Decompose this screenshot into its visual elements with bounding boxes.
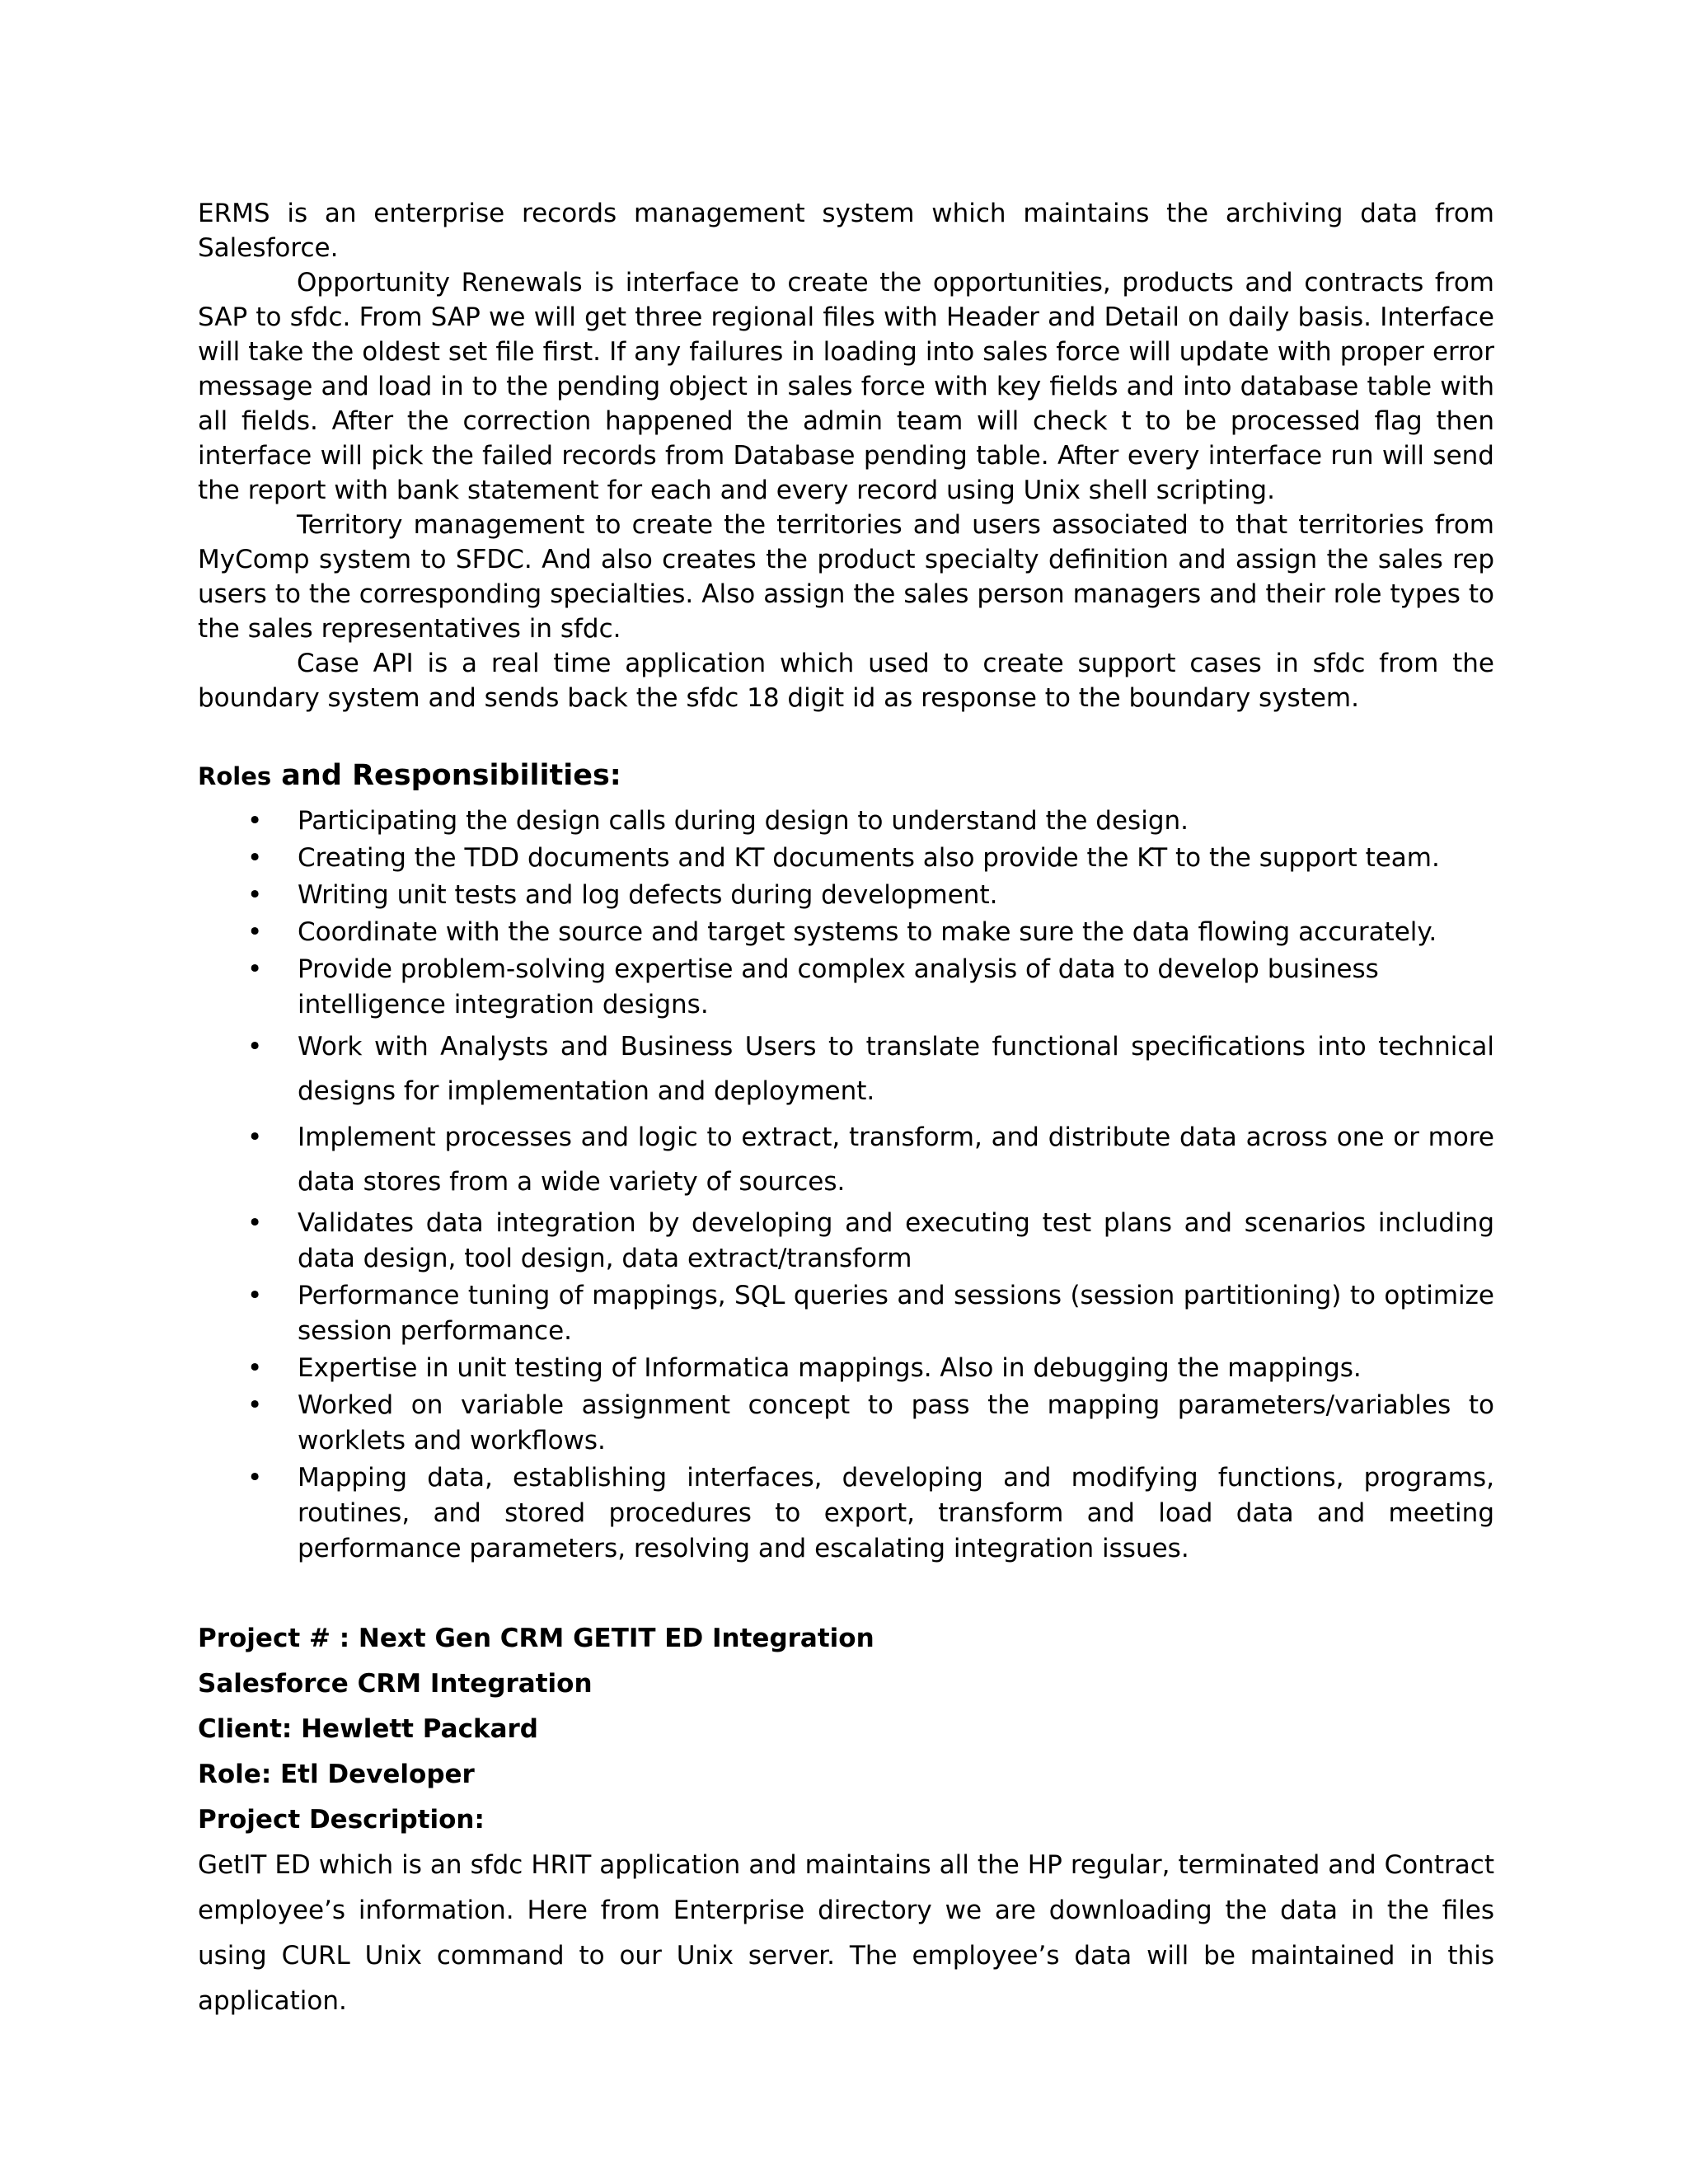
list-item <box>198 1351 1494 1386</box>
list-item <box>198 915 1494 950</box>
document-page <box>198 196 1494 2024</box>
list-item <box>198 841 1494 876</box>
list-item-text: Worked on variable assignment concept to pass the mapping parameters/variables to worklets and workflows. <box>298 1390 1494 1455</box>
list-item-text: Implement processes and logic to extract, transform, and distribute data across one or more data stores from a wide variety of sources. <box>298 1122 1494 1197</box>
bullet-icon: • <box>247 917 263 947</box>
project-description: GetIT ED which is an sfdc HRIT application and maintains all the HP regular, terminated and Contract employee’s information. Here from Enterprise directory we are downloading the data in the files using CURL Unix command to our Unix server. The employee’s data will be maintained in this application. <box>198 1850 1494 2016</box>
project-client: Client: Hewlett Packard <box>198 1714 538 1744</box>
bullet-icon: • <box>247 806 263 836</box>
project-block <box>198 1616 1494 2024</box>
list-item <box>198 1024 1494 1113</box>
responsibilities-list <box>198 804 1494 1567</box>
bullet-icon: • <box>247 1032 263 1062</box>
bullet-icon: • <box>247 1208 263 1238</box>
paragraph-case-api: Case API is a real time application which used to create support cases in sfdc from the boundary system and sends back the sfdc 18 digit id as response to the boundary system. <box>198 649 1494 713</box>
list-item-text: Creating the TDD documents and KT documents also provide the KT to the support team. <box>298 843 1440 873</box>
list-item-text: Participating the design calls during design to understand the design. <box>298 806 1189 836</box>
bullet-icon: • <box>247 1463 263 1493</box>
project-description-label: Project Description: <box>198 1805 485 1835</box>
project-title: Project # : Next Gen CRM GETIT ED Integration <box>198 1624 874 1653</box>
bullet-icon: • <box>247 1390 263 1420</box>
list-item <box>198 952 1494 1023</box>
bullet-icon: • <box>247 1353 263 1383</box>
list-item-text: Work with Analysts and Business Users to translate functional specifications into technical designs for implementation and deployment. <box>298 1032 1494 1106</box>
list-item-text: Writing unit tests and log defects during development. <box>298 880 998 910</box>
list-item-text: Performance tuning of mappings, SQL queries and sessions (session partitioning) to optimize session performance. <box>298 1281 1494 1346</box>
list-item <box>198 1460 1494 1567</box>
project-role: Role: Etl Developer <box>198 1760 475 1789</box>
roles-heading <box>198 757 1494 795</box>
bullet-icon: • <box>247 843 263 873</box>
list-item <box>198 878 1494 913</box>
list-item-text: Provide problem-solving expertise and complex analysis of data to develop business intelligence integration designs. <box>298 954 1379 1019</box>
list-item-text: Coordinate with the source and target systems to make sure the data flowing accurately. <box>298 917 1437 947</box>
paragraph-opportunity-renewals: Opportunity Renewals is interface to create the opportunities, products and contracts from SAP to sfdc. From SAP we will get three regional files with Header and Detail on daily basis. Interface will take the oldest set file first. If any failures in loading into sales force will update with proper error message and load in to the pending object in sales force with key fields and into database table with all fields. After the correction happened the admin team will check t to be processed flag then interface will pick the failed records from Database pending table. After every interface run will send the report with bank statement for each and every record using Unix shell scripting. <box>198 268 1494 505</box>
list-item <box>198 1206 1494 1277</box>
list-item-text: Mapping data, establishing interfaces, developing and modifying functions, programs, routines, and stored procedures to export, transform and load data and meeting performance parameters, resolving and escalating integration issues. <box>298 1463 1494 1563</box>
paragraph-territory-management: Territory management to create the territories and users associated to that territories from MyComp system to SFDC. And also creates the product specialty definition and assign the sales rep users to the corresponding specialties. Also assign the sales person managers and their role types to the sales representatives in sfdc. <box>198 510 1494 644</box>
list-item-text: Expertise in unit testing of Informatica mappings. Also in debugging the mappings. <box>298 1353 1362 1383</box>
roles-heading-rest: and Responsibilities: <box>271 759 621 792</box>
project-subtitle: Salesforce CRM Integration <box>198 1669 593 1699</box>
list-item <box>198 1115 1494 1204</box>
list-item-text: Validates data integration by developing and executing test plans and scenarios including data design, tool design, data extract/transform <box>298 1208 1494 1273</box>
paragraph-erms: ERMS is an enterprise records management system which maintains the archiving data from Salesforce. <box>198 199 1494 263</box>
list-item <box>198 804 1494 839</box>
list-item <box>198 1278 1494 1349</box>
bullet-icon: • <box>247 1281 263 1310</box>
bullet-icon: • <box>247 880 263 910</box>
bullet-icon: • <box>247 954 263 984</box>
roles-heading-small: Roles <box>198 762 272 790</box>
list-item <box>198 1388 1494 1459</box>
bullet-icon: • <box>247 1122 263 1152</box>
